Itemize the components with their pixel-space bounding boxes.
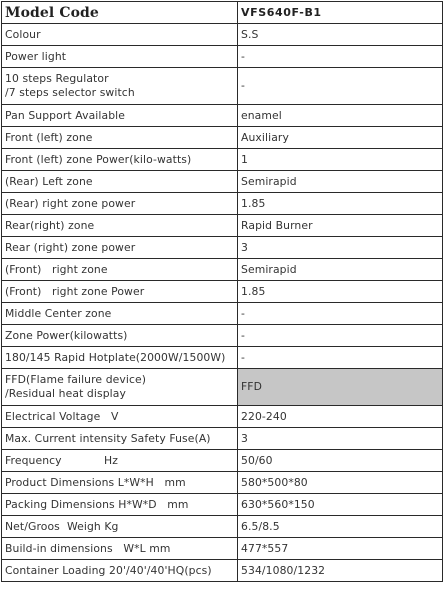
row-value: - [238, 347, 443, 369]
row-label: Frequency Hz [2, 450, 238, 472]
model-code-label: Model Code [2, 2, 238, 24]
row-label: Net/Groos Weigh Kg [2, 516, 238, 538]
row-label: Packing Dimensions H*W*D mm [2, 494, 238, 516]
row-value: Auxiliary [238, 127, 443, 149]
table-row [2, 215, 443, 237]
row-label: Max. Current intensity Safety Fuse(A) [2, 428, 238, 450]
table-row [2, 428, 443, 450]
table-row [2, 347, 443, 369]
row-value: 580*500*80 [238, 472, 443, 494]
row-label: (Rear) right zone power [2, 193, 238, 215]
row-label: Electrical Voltage V [2, 406, 238, 428]
table-row [2, 303, 443, 325]
row-label: Product Dimensions L*W*H mm [2, 472, 238, 494]
row-label: Colour [2, 24, 238, 46]
table-row [2, 450, 443, 472]
row-value: enamel [238, 105, 443, 127]
table-row [2, 369, 443, 406]
row-label: Container Loading 20'/40'/40'HQ(pcs) [2, 560, 238, 582]
row-label: Front (left) zone Power(kilo-watts) [2, 149, 238, 171]
row-value: S.S [238, 24, 443, 46]
row-value: 220-240 [238, 406, 443, 428]
table-row [2, 560, 443, 582]
row-value: 6.5/8.5 [238, 516, 443, 538]
row-value: 50/60 [238, 450, 443, 472]
row-label: Middle Center zone [2, 303, 238, 325]
row-label [2, 68, 238, 105]
row-label-line: FFD(Flame failure device) [5, 373, 147, 386]
row-value-ffd: FFD [238, 369, 443, 406]
row-value: 3 [238, 237, 443, 259]
table-row [2, 494, 443, 516]
spec-table [1, 1, 443, 582]
row-label: (Front) right zone Power [2, 281, 238, 303]
table-row [2, 516, 443, 538]
row-label: (Front) right zone [2, 259, 238, 281]
table-row [2, 281, 443, 303]
table-row [2, 171, 443, 193]
row-value: 630*560*150 [238, 494, 443, 516]
row-label [2, 369, 238, 406]
table-row [2, 46, 443, 68]
row-label-line: 10 steps Regulator [5, 72, 109, 85]
row-value: 1 [238, 149, 443, 171]
row-label: 180/145 Rapid Hotplate(2000W/1500W) [2, 347, 238, 369]
row-label-line: /Residual heat display [5, 387, 126, 400]
row-value: - [238, 68, 443, 105]
table-row [2, 149, 443, 171]
table-row [2, 68, 443, 105]
row-label: Build-in dimensions W*L mm [2, 538, 238, 560]
table-row [2, 105, 443, 127]
row-label-line: /7 steps selector switch [5, 86, 135, 99]
table-row [2, 193, 443, 215]
table-row [2, 24, 443, 46]
table-row [2, 237, 443, 259]
row-value: 1.85 [238, 193, 443, 215]
table-row [2, 472, 443, 494]
row-value: - [238, 303, 443, 325]
row-value: 3 [238, 428, 443, 450]
row-label: Front (left) zone [2, 127, 238, 149]
table-row [2, 325, 443, 347]
row-label: Pan Support Available [2, 105, 238, 127]
table-row [2, 127, 443, 149]
table-header-row [2, 2, 443, 24]
row-value: 534/1080/1232 [238, 560, 443, 582]
row-label: Rear (right) zone power [2, 237, 238, 259]
row-value: Rapid Burner [238, 215, 443, 237]
table-row [2, 259, 443, 281]
row-label: Power light [2, 46, 238, 68]
model-code-value: VFS640F-B1 [238, 2, 443, 24]
row-value: Semirapid [238, 171, 443, 193]
row-label: Rear(right) zone [2, 215, 238, 237]
table-row [2, 406, 443, 428]
row-label: Zone Power(kilowatts) [2, 325, 238, 347]
table-row [2, 538, 443, 560]
row-value: 477*557 [238, 538, 443, 560]
row-value: Semirapid [238, 259, 443, 281]
row-value: - [238, 46, 443, 68]
row-value: - [238, 325, 443, 347]
row-value: 1.85 [238, 281, 443, 303]
row-label: (Rear) Left zone [2, 171, 238, 193]
